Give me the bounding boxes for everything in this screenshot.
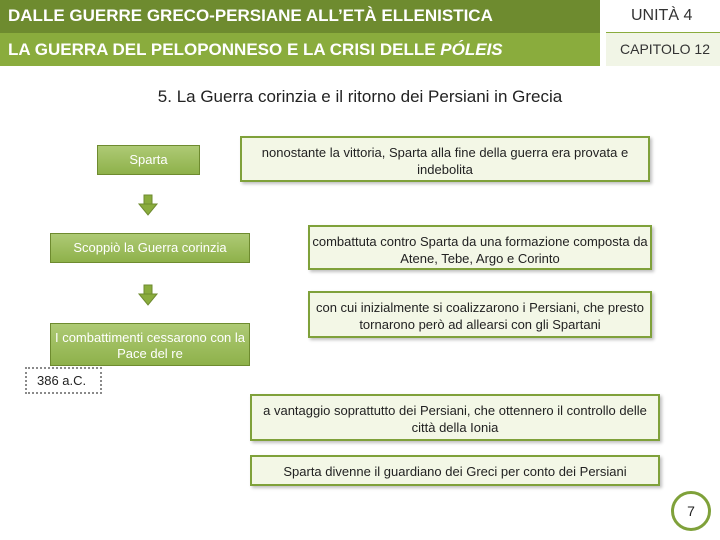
chapter-label: CAPITOLO 12 — [620, 41, 711, 57]
down-arrow-icon — [137, 194, 159, 216]
section-title: 5. La Guerra corinzia e il ritorno dei Persiani in Grecia — [157, 87, 563, 106]
note-box-ionia: a vantaggio soprattutto dei Persiani, che ottennero il controllo delle città della Ionia — [250, 394, 660, 441]
note-box-persiani: con cui inizialmente si coalizzarono i Persiani, che presto tornarono però ad allearsi con gli Spartani — [308, 291, 652, 338]
header-subtitle-emphasis: PÓLEIS — [440, 40, 503, 59]
unit-label: UNITÀ 4 — [631, 7, 693, 24]
down-arrow-icon — [137, 284, 159, 306]
note-box-guardiano: Sparta divenne il guardiano dei Greci per conto dei Persiani — [250, 455, 660, 486]
header-subtitle-text: LA GUERRA DEL PELOPONNESO E LA CRISI DELLE PÓLEIS — [8, 40, 503, 59]
page-number: 7 — [671, 491, 711, 531]
date-tag: 386 a.C. — [25, 367, 102, 394]
header-subtitle — [8, 40, 503, 60]
header-title: DALLE GUERRE GRECO-PERSIANE ALL’ETÀ ELLENISTICA — [8, 6, 493, 25]
chapter-label-box — [606, 33, 720, 66]
header-subtitle-bar — [0, 33, 600, 66]
note-box-sparta-indebolita: nonostante la vittoria, Sparta alla fine della guerra era provata e indebolita — [240, 136, 650, 182]
unit-label-box — [606, 0, 720, 33]
flow-box-pace-del-re: I combattimenti cessarono con la Pace del re — [50, 323, 250, 366]
flow-box-guerra-corinzia: Scoppiò la Guerra corinzia — [50, 233, 250, 263]
flow-box-sparta: Sparta — [97, 145, 200, 175]
header-title-bar — [0, 0, 600, 33]
note-box-coalizione: combattuta contro Sparta da una formazione composta da Atene, Tebe, Argo e Corinto — [308, 225, 652, 270]
